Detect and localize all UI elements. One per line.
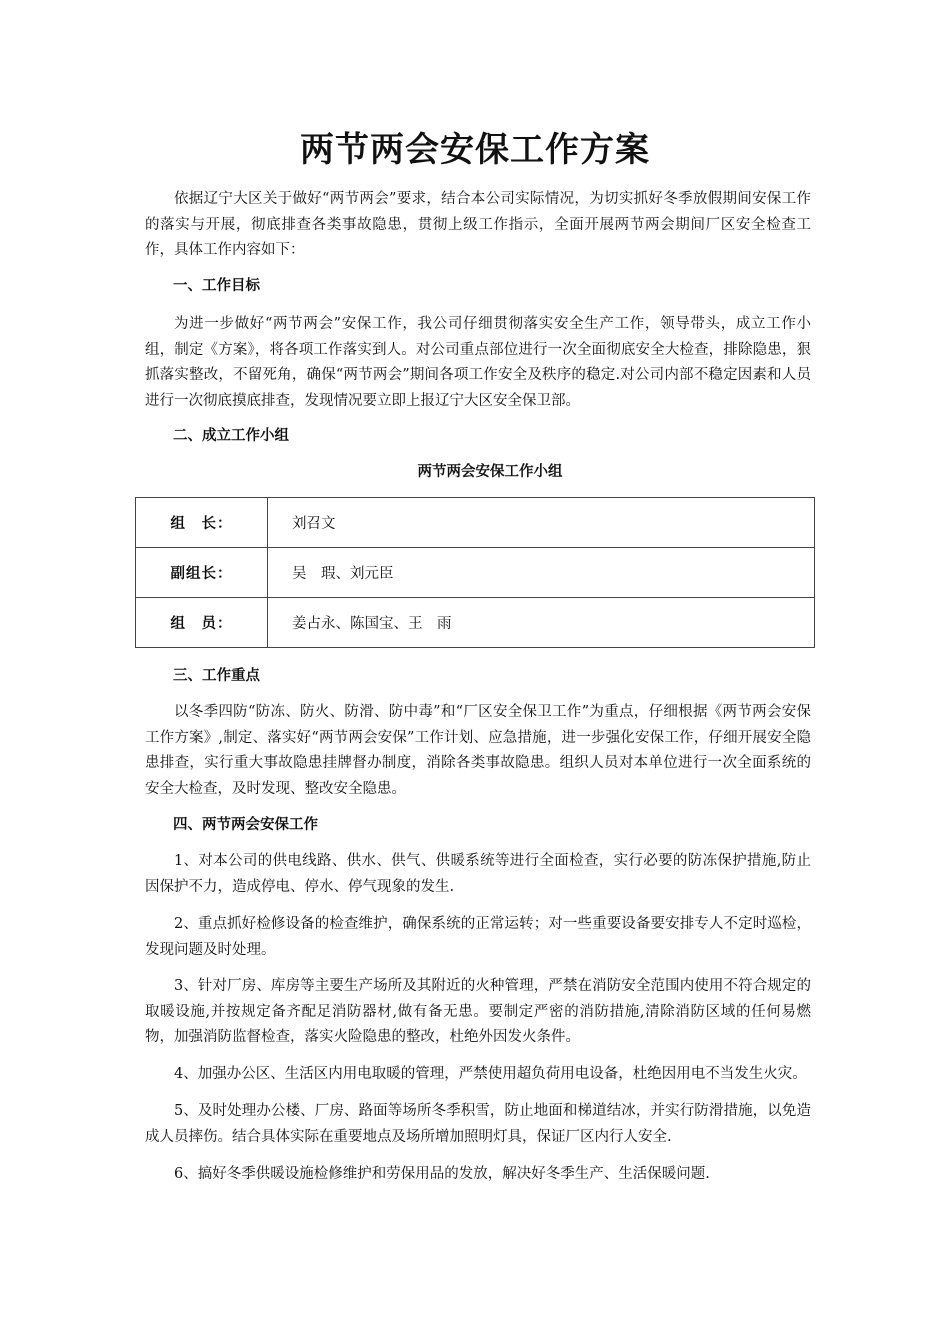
work-item-3: 3、针对厂房、库房等主要生产场所及其附近的火种管理，严禁在消防安全范围内使用不符合规定的取暖设施,并按规定备齐配足消防器材,做有备无患。要制定严密的消防措施,清除消防区域的任何易燃物，加强消防监督检查，落实火险隐患的整改，杜绝外因发火条件。: [145, 978, 811, 1045]
team-names-leader: 刘召文: [268, 498, 815, 548]
team-role-leader: 组 长：: [136, 498, 268, 548]
table-row: [136, 548, 815, 598]
team-role-deputy: 副组长：: [136, 548, 268, 598]
focus-paragraph: 以冬季四防“防冻、防火、防滑、防中毒”和“厂区安全保卫工作”为重点，仔细根据《两节两会安保工作方案》,制定、落实好“两节两会安保”工作计划、应急措施，进一步强化安保工作，仔细开展安全隐患排查，实行重大事故隐患挂牌督办制度，消除各类事故隐患。组织人员对本单位进行一次全面系统的安全大检查，及时发现、整改安全隐患。: [145, 704, 811, 797]
section-heading-goals: 一、工作目标: [173, 277, 260, 294]
section-heading-team: 二、成立工作小组: [173, 427, 289, 444]
work-item-4: 4、加强办公区、生活区内用电取暖的管理，严禁使用超负荷用电设备，杜绝因用电不当发生火灾。: [174, 1066, 807, 1082]
goals-paragraph: 为进一步做好“两节两会”安保工作，我公司仔细贯彻落实安全生产工作，领导带头，成立工作小组，制定《方案》，将各项工作落实到人。对公司重点部位进行一次全面彻底安全大检查，排除隐患，狠抓落实整改，不留死角，确保“两节两会”期间各项工作安全及秩序的稳定.对公司内部不稳定因素和人员进行一次彻底摸底排查，发现情况要立即上报辽宁大区安全保卫部。: [145, 316, 811, 409]
team-names-deputy: 吴 瑕、刘元臣: [268, 548, 815, 598]
section-heading-focus: 三、工作重点: [173, 667, 260, 684]
table-row: [136, 598, 815, 648]
work-item-6: 6、搞好冬季供暖设施检修维护和劳保用品的发放，解决好冬季生产、生活保暖问题.: [174, 1166, 710, 1182]
document-title: 两节两会安保工作方案: [300, 130, 650, 170]
work-item-1: 1、对本公司的供电线路、供水、供气、供暖系统等进行全面检查，实行必要的防冻保护措施,防止因保护不力，造成停电、停水、停气现象的发生.: [145, 853, 811, 895]
work-item-5: 5、及时处理办公楼、厂房、路面等场所冬季积雪，防止地面和梯道结冰，并实行防滑措施，以免造成人员摔伤。结合具体实际在重要地点及场所增加照明灯具，保证厂区内行人安全.: [145, 1103, 811, 1145]
team-table: [135, 497, 815, 648]
team-role-members: 组 员：: [136, 598, 268, 648]
team-names-members: 姜占永、陈国宝、王 雨: [268, 598, 815, 648]
section-heading-work: 四、两节两会安保工作: [173, 816, 318, 833]
work-item-2: 2、重点抓好检修设备的检查维护，确保系统的正常运转；对一些重要设备要安排专人不定时巡检，发现问题及时处理。: [145, 916, 811, 958]
team-table-title: 两节两会安保工作小组: [417, 463, 563, 480]
table-row: [136, 498, 815, 548]
intro-paragraph: 依据辽宁大区关于做好“两节两会”要求，结合本公司实际情况，为切实抓好冬季放假期间安保工作的落实与开展，彻底排查各类事故隐患，贯彻上级工作指示，全面开展两节两会期间厂区安全检查工作，具体工作内容如下：: [145, 191, 811, 258]
